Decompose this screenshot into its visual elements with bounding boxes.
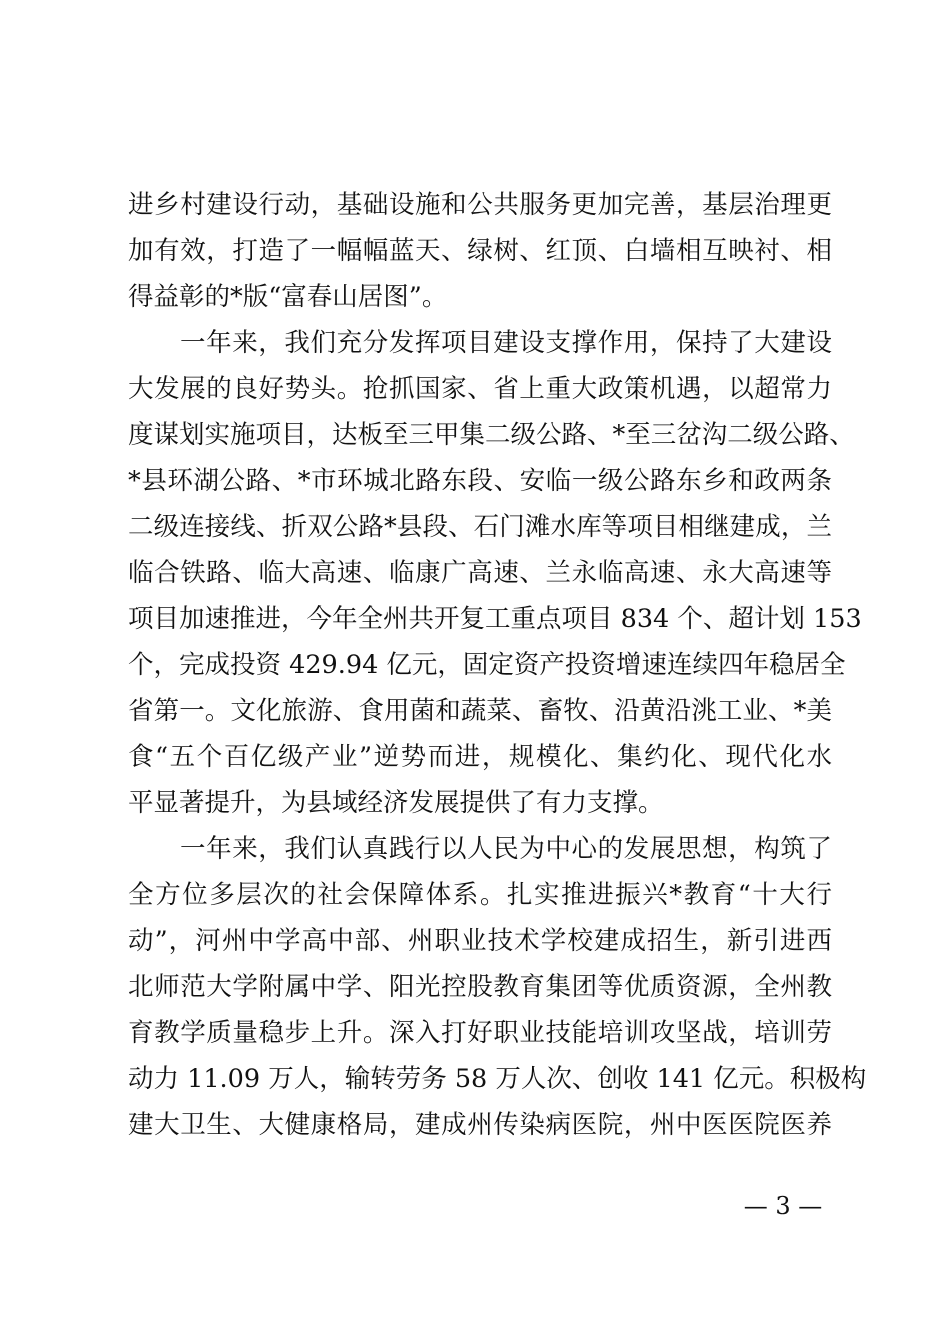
text-line: 建大卫生、大健康格局，建成州传染病医院，州中医医院医养 [128, 1110, 832, 1140]
body-text [128, 182, 867, 1148]
text-line: 动”，河州中学高中部、州职业技术学校建成招生，新引进西 [128, 926, 832, 956]
text-line: 度谋划实施项目，达板至三甲集二级公路、*至三岔沟二级公路、 [128, 420, 855, 450]
text-line: 育教学质量稳步上升。深入打好职业技能培训攻坚战，培训劳 [128, 1018, 832, 1048]
text-line: 动力 11.09 万人，输转劳务 58 万人次、创收 141 亿元。积极构 [128, 1064, 867, 1094]
paragraph-1 [128, 182, 832, 320]
text-line: 项目加速推进，今年全州共开复工重点项目 834 个、超计划 153 [128, 604, 862, 634]
text-line: 得益彰的*版“富春山居图”。 [128, 282, 448, 312]
text-line: 加有效，打造了一幅幅蓝天、绿树、红顶、白墙相互映衬、相 [128, 236, 832, 266]
text-line: 一年来，我们充分发挥项目建设支撑作用，保持了大建设 [180, 328, 832, 358]
text-line: 食“五个百亿级产业”逆势而进，规模化、集约化、现代化水 [128, 742, 832, 772]
paragraph-3 [128, 826, 867, 1148]
text-line: 省第一。文化旅游、食用菌和蔬菜、畜牧、沿黄沿洮工业、*美 [128, 696, 832, 726]
text-line: 平显著提升，为县域经济发展提供了有力支撑。 [128, 788, 664, 818]
text-line: 进乡村建设行动，基础设施和公共服务更加完善，基层治理更 [128, 190, 832, 220]
text-line: 二级连接线、折双公路*县段、石门滩水库等项目相继建成，兰 [128, 512, 832, 542]
page-number: — 3 — [743, 1192, 823, 1220]
text-line: 一年来，我们认真践行以人民为中心的发展思想，构筑了 [180, 834, 832, 864]
paragraph-2 [128, 320, 862, 826]
text-line: 临合铁路、临大高速、临康广高速、兰永临高速、永大高速等 [128, 558, 832, 588]
text-line: 北师范大学附属中学、阳光控股教育集团等优质资源，全州教 [128, 972, 832, 1002]
text-line: *县环湖公路、*市环城北路东段、安临一级公路东乡和政两条 [128, 466, 832, 496]
text-line: 个，完成投资 429.94 亿元，固定资产投资增速连续四年稳居全 [128, 650, 846, 680]
text-line: 大发展的良好势头。抢抓国家、省上重大政策机遇，以超常力 [128, 374, 832, 404]
text-line: 全方位多层次的社会保障体系。扎实推进振兴*教育“十大行 [128, 880, 832, 910]
